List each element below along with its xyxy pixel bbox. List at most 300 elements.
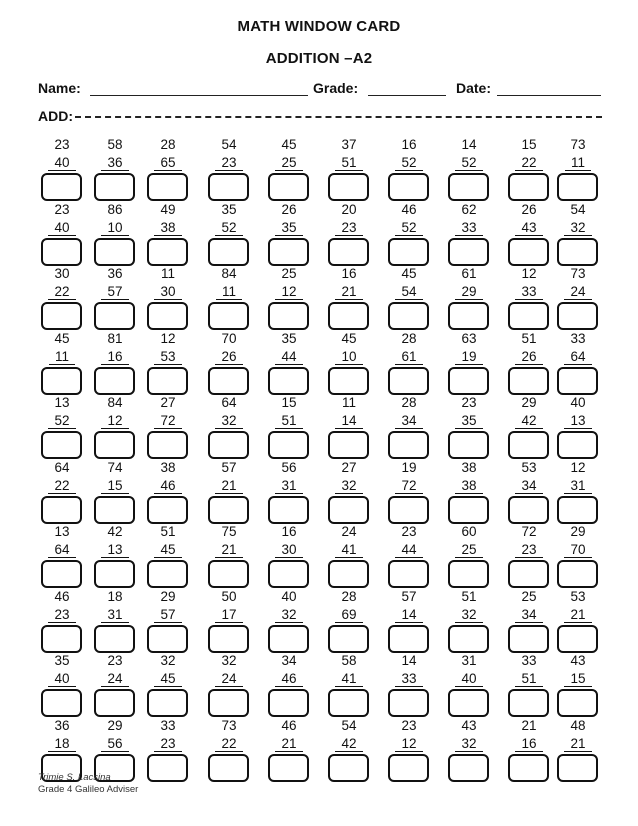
answer-box[interactable] bbox=[328, 496, 369, 524]
addend-bottom: 52 bbox=[395, 155, 422, 171]
addition-problem bbox=[383, 266, 435, 332]
answer-box[interactable] bbox=[448, 496, 489, 524]
addend-top: 27 bbox=[341, 459, 357, 475]
addend-bottom-row bbox=[552, 413, 604, 429]
addition-problem bbox=[552, 331, 604, 397]
addend-top: 13 bbox=[54, 524, 70, 539]
addend-top: 23 bbox=[54, 137, 70, 152]
addend-bottom: 40 bbox=[455, 671, 482, 687]
addition-problem bbox=[383, 524, 435, 590]
addend-bottom: 65 bbox=[154, 155, 181, 171]
addend-bottom-row bbox=[323, 542, 375, 558]
name-label: Name: bbox=[38, 80, 81, 96]
addend-bottom: 21 bbox=[215, 542, 242, 558]
answer-box[interactable] bbox=[268, 431, 309, 459]
addition-problem bbox=[323, 395, 375, 461]
addend-bottom-row bbox=[383, 607, 435, 623]
answer-box[interactable] bbox=[328, 625, 369, 653]
addend-bottom: 41 bbox=[335, 671, 362, 687]
addition-problem bbox=[503, 202, 555, 268]
addend-bottom-row bbox=[36, 736, 88, 752]
addition-problem bbox=[443, 653, 495, 719]
addend-top: 49 bbox=[160, 201, 176, 217]
addend-bottom: 51 bbox=[335, 155, 362, 171]
answer-box[interactable] bbox=[208, 625, 249, 653]
answer-box[interactable] bbox=[448, 238, 489, 266]
addend-bottom: 12 bbox=[101, 413, 128, 429]
answer-box[interactable] bbox=[448, 431, 489, 459]
addend-bottom-row bbox=[203, 736, 255, 752]
addition-problem bbox=[323, 202, 375, 268]
answer-box[interactable] bbox=[508, 238, 549, 266]
addend-bottom: 40 bbox=[48, 671, 75, 687]
addend-top: 45 bbox=[281, 137, 297, 152]
addend-bottom: 34 bbox=[395, 413, 422, 429]
addend-top: 37 bbox=[341, 137, 357, 152]
answer-box[interactable] bbox=[388, 173, 429, 201]
answer-box[interactable] bbox=[41, 173, 82, 201]
addend-top: 54 bbox=[341, 717, 357, 733]
addend-bottom-row bbox=[203, 155, 255, 171]
addend-bottom-row bbox=[503, 607, 555, 623]
answer-box[interactable] bbox=[508, 754, 549, 782]
answer-box[interactable] bbox=[557, 302, 598, 330]
addend-top: 29 bbox=[521, 395, 537, 410]
addend-bottom: 69 bbox=[335, 607, 362, 623]
addend-top: 33 bbox=[570, 330, 586, 346]
addend-top: 31 bbox=[461, 653, 477, 668]
addend-bottom: 11 bbox=[565, 155, 591, 171]
addend-bottom: 13 bbox=[101, 542, 128, 558]
addend-top: 16 bbox=[401, 137, 417, 152]
addend-bottom-row bbox=[89, 284, 141, 300]
addend-bottom-row bbox=[203, 220, 255, 236]
answer-box[interactable] bbox=[328, 431, 369, 459]
addition-problem bbox=[89, 395, 141, 461]
addend-top: 35 bbox=[281, 330, 297, 346]
answer-box[interactable] bbox=[557, 367, 598, 395]
addend-bottom: 11 bbox=[216, 284, 242, 300]
addend-bottom-row bbox=[89, 413, 141, 429]
answer-box[interactable] bbox=[147, 496, 188, 524]
answer-box[interactable] bbox=[448, 302, 489, 330]
addend-bottom: 26 bbox=[215, 349, 242, 365]
addition-problem bbox=[142, 589, 194, 655]
addend-bottom: 51 bbox=[275, 413, 302, 429]
answer-box[interactable] bbox=[268, 302, 309, 330]
answer-box[interactable] bbox=[268, 173, 309, 201]
answer-box[interactable] bbox=[147, 367, 188, 395]
answer-box[interactable] bbox=[388, 754, 429, 782]
addend-top: 50 bbox=[221, 588, 237, 604]
addend-bottom: 25 bbox=[455, 542, 482, 558]
answer-box[interactable] bbox=[147, 625, 188, 653]
addition-problem bbox=[323, 653, 375, 719]
addend-top: 46 bbox=[54, 588, 70, 604]
date-label: Date: bbox=[456, 80, 492, 96]
answer-box[interactable] bbox=[557, 560, 598, 588]
answer-box[interactable] bbox=[388, 302, 429, 330]
addend-bottom-row bbox=[383, 413, 435, 429]
addition-problem bbox=[203, 266, 255, 332]
answer-box[interactable] bbox=[388, 560, 429, 588]
addend-bottom: 16 bbox=[515, 736, 542, 752]
answer-box[interactable] bbox=[41, 560, 82, 588]
addend-top: 29 bbox=[570, 524, 586, 539]
addend-bottom: 21 bbox=[564, 736, 591, 752]
answer-box[interactable] bbox=[557, 238, 598, 266]
addend-bottom-row bbox=[323, 413, 375, 429]
footer-author: Trimie S. Lacsina bbox=[38, 772, 111, 783]
addend-top: 73 bbox=[570, 266, 586, 281]
answer-box[interactable] bbox=[448, 367, 489, 395]
answer-box[interactable] bbox=[41, 238, 82, 266]
addend-bottom: 35 bbox=[275, 220, 302, 236]
addend-top: 40 bbox=[281, 588, 297, 604]
addition-problem bbox=[36, 202, 88, 268]
answer-box[interactable] bbox=[208, 689, 249, 717]
answer-box[interactable] bbox=[328, 754, 369, 782]
addend-top: 73 bbox=[221, 717, 237, 733]
answer-box[interactable] bbox=[448, 560, 489, 588]
addend-bottom-row bbox=[552, 542, 604, 558]
addend-bottom: 46 bbox=[154, 478, 181, 494]
addend-top: 23 bbox=[401, 717, 417, 733]
addend-top: 28 bbox=[401, 395, 417, 410]
addend-bottom: 31 bbox=[564, 478, 591, 494]
addend-bottom: 24 bbox=[564, 284, 591, 300]
addend-bottom: 38 bbox=[154, 220, 181, 236]
addition-problem bbox=[203, 137, 255, 203]
grade-field-line[interactable] bbox=[368, 95, 446, 96]
answer-box[interactable] bbox=[147, 689, 188, 717]
answer-box[interactable] bbox=[557, 625, 598, 653]
footer-role: Grade 4 Galileo Adviser bbox=[38, 784, 139, 795]
addend-top: 51 bbox=[160, 524, 176, 539]
answer-box[interactable] bbox=[508, 367, 549, 395]
addend-bottom: 32 bbox=[275, 607, 302, 623]
answer-box[interactable] bbox=[557, 689, 598, 717]
answer-box[interactable] bbox=[268, 367, 309, 395]
addition-problem bbox=[383, 718, 435, 784]
addition-problem bbox=[443, 266, 495, 332]
addend-top: 61 bbox=[461, 266, 477, 281]
answer-box[interactable] bbox=[94, 238, 135, 266]
addend-bottom-row bbox=[36, 671, 88, 687]
addend-bottom-row bbox=[203, 478, 255, 494]
addend-bottom-row bbox=[443, 349, 495, 365]
addend-bottom: 33 bbox=[455, 220, 482, 236]
addition-problem bbox=[89, 653, 141, 719]
addend-top: 45 bbox=[401, 266, 417, 281]
answer-box[interactable] bbox=[94, 431, 135, 459]
addend-bottom-row bbox=[36, 349, 88, 365]
answer-box[interactable] bbox=[208, 754, 249, 782]
addend-bottom-row bbox=[89, 220, 141, 236]
addend-bottom-row bbox=[203, 349, 255, 365]
addend-top: 84 bbox=[221, 266, 237, 281]
addition-problem bbox=[503, 331, 555, 397]
answer-box[interactable] bbox=[268, 496, 309, 524]
answer-box[interactable] bbox=[208, 431, 249, 459]
addend-bottom: 32 bbox=[215, 413, 242, 429]
addend-top: 43 bbox=[570, 653, 586, 668]
addition-problem bbox=[203, 331, 255, 397]
addition-problem bbox=[89, 137, 141, 203]
addend-top: 35 bbox=[221, 201, 237, 217]
answer-box[interactable] bbox=[388, 367, 429, 395]
answer-box[interactable] bbox=[328, 302, 369, 330]
addend-bottom-row bbox=[552, 284, 604, 300]
answer-box[interactable] bbox=[268, 560, 309, 588]
addend-top: 23 bbox=[54, 201, 70, 217]
answer-box[interactable] bbox=[508, 431, 549, 459]
addition-problem bbox=[383, 589, 435, 655]
addend-bottom: 23 bbox=[48, 607, 75, 623]
answer-box[interactable] bbox=[94, 173, 135, 201]
addend-top: 30 bbox=[54, 266, 70, 281]
answer-box[interactable] bbox=[508, 302, 549, 330]
answer-box[interactable] bbox=[268, 689, 309, 717]
addend-bottom-row bbox=[383, 671, 435, 687]
answer-box[interactable] bbox=[388, 689, 429, 717]
addend-top: 16 bbox=[281, 524, 297, 539]
addend-bottom: 32 bbox=[455, 736, 482, 752]
addend-bottom: 52 bbox=[48, 413, 75, 429]
addend-bottom-row bbox=[503, 349, 555, 365]
answer-box[interactable] bbox=[508, 496, 549, 524]
answer-box[interactable] bbox=[208, 302, 249, 330]
addend-top: 16 bbox=[341, 266, 357, 281]
addition-problem bbox=[263, 524, 315, 590]
addend-top: 56 bbox=[281, 459, 297, 475]
addend-bottom: 42 bbox=[515, 413, 542, 429]
addend-bottom-row bbox=[552, 478, 604, 494]
answer-box[interactable] bbox=[328, 173, 369, 201]
answer-box[interactable] bbox=[147, 238, 188, 266]
addend-top: 15 bbox=[281, 395, 297, 410]
answer-box[interactable] bbox=[388, 431, 429, 459]
answer-box[interactable] bbox=[208, 238, 249, 266]
answer-box[interactable] bbox=[557, 431, 598, 459]
answer-box[interactable] bbox=[41, 431, 82, 459]
addend-bottom-row bbox=[323, 220, 375, 236]
addend-top: 26 bbox=[521, 201, 537, 217]
addend-top: 38 bbox=[461, 459, 477, 475]
addend-top: 19 bbox=[401, 459, 417, 475]
addend-bottom: 21 bbox=[275, 736, 302, 752]
answer-box[interactable] bbox=[268, 238, 309, 266]
answer-box[interactable] bbox=[388, 496, 429, 524]
answer-box[interactable] bbox=[388, 625, 429, 653]
addend-bottom: 14 bbox=[335, 413, 362, 429]
addend-bottom: 36 bbox=[101, 155, 128, 171]
addition-problem bbox=[263, 589, 315, 655]
add-label: ADD: bbox=[38, 108, 73, 124]
answer-box[interactable] bbox=[557, 173, 598, 201]
addition-problem bbox=[323, 524, 375, 590]
addend-bottom-row bbox=[36, 542, 88, 558]
addend-bottom-row bbox=[383, 478, 435, 494]
addend-bottom: 31 bbox=[275, 478, 302, 494]
addend-top: 23 bbox=[461, 395, 477, 410]
answer-box[interactable] bbox=[508, 625, 549, 653]
dashed-divider bbox=[75, 116, 602, 118]
addend-bottom: 12 bbox=[275, 284, 302, 300]
answer-box[interactable] bbox=[508, 173, 549, 201]
answer-box[interactable] bbox=[94, 625, 135, 653]
addend-bottom-row bbox=[503, 284, 555, 300]
addition-problem bbox=[89, 524, 141, 590]
addition-problem bbox=[89, 589, 141, 655]
addition-problem bbox=[203, 589, 255, 655]
answer-box[interactable] bbox=[557, 754, 598, 782]
answer-box[interactable] bbox=[328, 367, 369, 395]
addend-bottom: 40 bbox=[48, 155, 75, 171]
answer-box[interactable] bbox=[508, 689, 549, 717]
addend-bottom: 30 bbox=[275, 542, 302, 558]
answer-box[interactable] bbox=[557, 496, 598, 524]
answer-box[interactable] bbox=[94, 367, 135, 395]
addend-top: 28 bbox=[160, 137, 176, 152]
addend-top: 43 bbox=[461, 717, 477, 733]
addend-top: 63 bbox=[461, 330, 477, 346]
addend-bottom-row bbox=[263, 349, 315, 365]
addend-bottom-row bbox=[503, 671, 555, 687]
answer-box[interactable] bbox=[388, 238, 429, 266]
answer-box[interactable] bbox=[94, 496, 135, 524]
answer-box[interactable] bbox=[94, 302, 135, 330]
answer-box[interactable] bbox=[94, 560, 135, 588]
addition-problem bbox=[142, 266, 194, 332]
addend-top: 12 bbox=[521, 266, 537, 281]
addend-top: 28 bbox=[401, 330, 417, 346]
addend-bottom-row bbox=[36, 220, 88, 236]
answer-box[interactable] bbox=[41, 496, 82, 524]
addend-bottom: 34 bbox=[515, 478, 542, 494]
name-field-line[interactable] bbox=[90, 95, 308, 96]
addition-problem bbox=[503, 266, 555, 332]
addend-bottom-row bbox=[443, 736, 495, 752]
addend-top: 36 bbox=[54, 717, 70, 733]
addend-bottom-row bbox=[552, 671, 604, 687]
addend-bottom: 22 bbox=[215, 736, 242, 752]
answer-box[interactable] bbox=[448, 754, 489, 782]
addend-top: 25 bbox=[281, 266, 297, 281]
addition-problem bbox=[203, 653, 255, 719]
addend-top: 24 bbox=[341, 524, 357, 539]
answer-box[interactable] bbox=[208, 173, 249, 201]
answer-box[interactable] bbox=[41, 302, 82, 330]
addition-problem bbox=[443, 718, 495, 784]
addend-bottom: 57 bbox=[101, 284, 128, 300]
addend-bottom-row bbox=[203, 671, 255, 687]
addend-top: 11 bbox=[160, 266, 175, 281]
answer-box[interactable] bbox=[328, 689, 369, 717]
addend-top: 64 bbox=[54, 459, 70, 475]
addend-top: 15 bbox=[521, 137, 537, 152]
answer-box[interactable] bbox=[448, 689, 489, 717]
answer-box[interactable] bbox=[147, 560, 188, 588]
answer-box[interactable] bbox=[328, 238, 369, 266]
answer-box[interactable] bbox=[41, 625, 82, 653]
answer-box[interactable] bbox=[147, 302, 188, 330]
addend-bottom: 21 bbox=[335, 284, 362, 300]
addend-bottom: 23 bbox=[515, 542, 542, 558]
addend-top: 33 bbox=[521, 653, 537, 668]
addend-bottom: 42 bbox=[335, 736, 362, 752]
addend-bottom: 23 bbox=[215, 155, 242, 171]
answer-box[interactable] bbox=[147, 754, 188, 782]
answer-box[interactable] bbox=[208, 560, 249, 588]
addition-problem bbox=[36, 524, 88, 590]
addend-top: 53 bbox=[521, 459, 537, 475]
addend-top: 11 bbox=[341, 395, 356, 410]
addend-bottom: 51 bbox=[515, 671, 542, 687]
addend-bottom: 10 bbox=[101, 220, 128, 236]
answer-box[interactable] bbox=[208, 367, 249, 395]
answer-box[interactable] bbox=[448, 625, 489, 653]
addition-problem bbox=[323, 137, 375, 203]
addition-problem bbox=[263, 653, 315, 719]
addend-bottom-row bbox=[323, 736, 375, 752]
addend-bottom: 24 bbox=[215, 671, 242, 687]
addition-problem bbox=[552, 395, 604, 461]
addend-bottom-row bbox=[323, 607, 375, 623]
addition-problem bbox=[503, 460, 555, 526]
addend-bottom: 72 bbox=[395, 478, 422, 494]
answer-box[interactable] bbox=[147, 431, 188, 459]
addend-bottom-row bbox=[142, 478, 194, 494]
addition-problem bbox=[503, 718, 555, 784]
addition-problem bbox=[323, 266, 375, 332]
addend-bottom: 46 bbox=[275, 671, 302, 687]
answer-box[interactable] bbox=[268, 754, 309, 782]
addend-bottom-row bbox=[142, 155, 194, 171]
addend-top: 84 bbox=[107, 395, 123, 410]
addend-bottom-row bbox=[383, 349, 435, 365]
addend-bottom-row bbox=[503, 220, 555, 236]
addend-bottom-row bbox=[36, 413, 88, 429]
addend-top: 32 bbox=[221, 653, 237, 668]
addend-top: 45 bbox=[341, 330, 357, 346]
addition-problem bbox=[36, 653, 88, 719]
addition-problem bbox=[263, 718, 315, 784]
addend-bottom: 45 bbox=[154, 671, 181, 687]
addend-top: 18 bbox=[107, 588, 123, 604]
date-field-line[interactable] bbox=[497, 95, 601, 96]
answer-box[interactable] bbox=[41, 689, 82, 717]
addend-bottom-row bbox=[323, 155, 375, 171]
answer-box[interactable] bbox=[328, 560, 369, 588]
addition-problem bbox=[443, 589, 495, 655]
addend-bottom: 25 bbox=[275, 155, 302, 171]
addend-top: 21 bbox=[521, 717, 537, 733]
addend-top: 54 bbox=[570, 201, 586, 217]
answer-box[interactable] bbox=[41, 367, 82, 395]
answer-box[interactable] bbox=[147, 173, 188, 201]
answer-box[interactable] bbox=[208, 496, 249, 524]
answer-box[interactable] bbox=[508, 560, 549, 588]
answer-box[interactable] bbox=[268, 625, 309, 653]
addition-problem bbox=[263, 331, 315, 397]
answer-box[interactable] bbox=[94, 689, 135, 717]
addend-bottom-row bbox=[89, 349, 141, 365]
answer-box[interactable] bbox=[448, 173, 489, 201]
addend-bottom-row bbox=[142, 220, 194, 236]
addend-bottom-row bbox=[36, 284, 88, 300]
addend-top: 48 bbox=[570, 717, 586, 733]
